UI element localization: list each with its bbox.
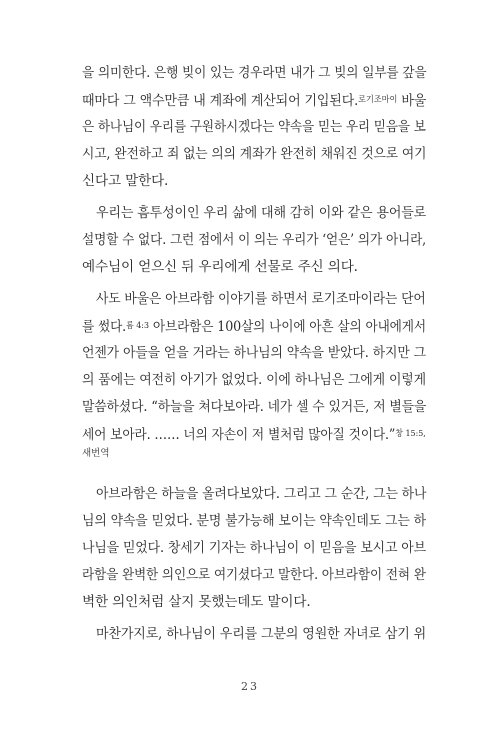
text-line: 벽한 의인처럼 살지 못했는데도 말이다. bbox=[82, 594, 311, 610]
text-line: 설명할 수 없다. 그런 점에서 이 의는 우리가 ‘얻은’ 의가 아니라, bbox=[82, 232, 427, 248]
text-line: 때마다 그 액수만큼 내 계좌에 계산되어 기입된다.$^{로기조마이}$ 바울 bbox=[82, 93, 427, 109]
text-line: 사도 바울은 아브라함 이야기를 하면서 로기조마이라는 단어 bbox=[96, 291, 426, 307]
text-line: 신다고 말한다. bbox=[82, 173, 169, 189]
text-line: 예수님이 얻으신 뒤 우리에게 선물로 주신 의다. bbox=[82, 259, 358, 275]
text-line: 말씀하셨다. “하늘을 쳐다보아라. 네가 셀 수 있거든, 저 별들을 bbox=[82, 399, 427, 415]
scripture-reference: 창 15:5, bbox=[395, 429, 426, 439]
text-line: 의 품에는 여전히 아기가 없었다. 이에 하나님은 그에게 이렇게 bbox=[82, 372, 426, 388]
bible-version-note: 새번역 bbox=[82, 448, 110, 459]
text-line: 라함을 완벽한 의인으로 여기셨다고 말한다. 아브라함이 전혀 완 bbox=[82, 567, 426, 583]
text-line: 나님을 믿었다. 창세기 기자는 하나님이 이 믿음을 보시고 아브 bbox=[82, 540, 426, 556]
text-line: 아브라함은 하늘을 올려다보았다. 그리고 그 순간, 그는 하나 bbox=[96, 486, 427, 502]
text-line: 마찬가지로, 하나님이 우리를 그분의 영원한 자녀로 삼기 위 bbox=[96, 626, 427, 642]
text-line: 세어 보아라. …… 너의 자손이 저 별처럼 많아질 것이다.”$^{창 15:5,}$ bbox=[82, 427, 426, 443]
text-line: 님의 약속을 믿었다. 분명 불가능해 보이는 약속인데도 그는 하 bbox=[82, 513, 426, 529]
text-line: 은 하나님이 우리를 구원하시겠다는 약속을 믿는 우리 믿음을 보 bbox=[82, 119, 426, 135]
text-line: 언젠가 아들을 얻을 거라는 하나님의 약속을 받았다. 하지만 그 bbox=[82, 345, 426, 361]
text-line: 시고, 완전하고 죄 없는 의의 계좌가 완전히 채워진 것으로 여기 bbox=[82, 146, 427, 162]
inline-term-note: 로기조마이 bbox=[358, 95, 398, 105]
text-line: 우리는 흠투성이인 우리 삶에 대해 감히 이와 같은 용어들로 bbox=[96, 205, 427, 221]
text-line: 을 의미한다. 은행 빚이 있는 경우라면 내가 그 빚의 일부를 갚을 bbox=[82, 65, 427, 81]
text-line: 를 썼다.$^{롬 4:3}$ 아브라함은 100살의 나이에 아흔 살의 아내에게서 bbox=[82, 319, 426, 335]
scripture-reference: 롬 4:3 bbox=[126, 321, 150, 331]
page-number: 23 bbox=[241, 680, 259, 693]
